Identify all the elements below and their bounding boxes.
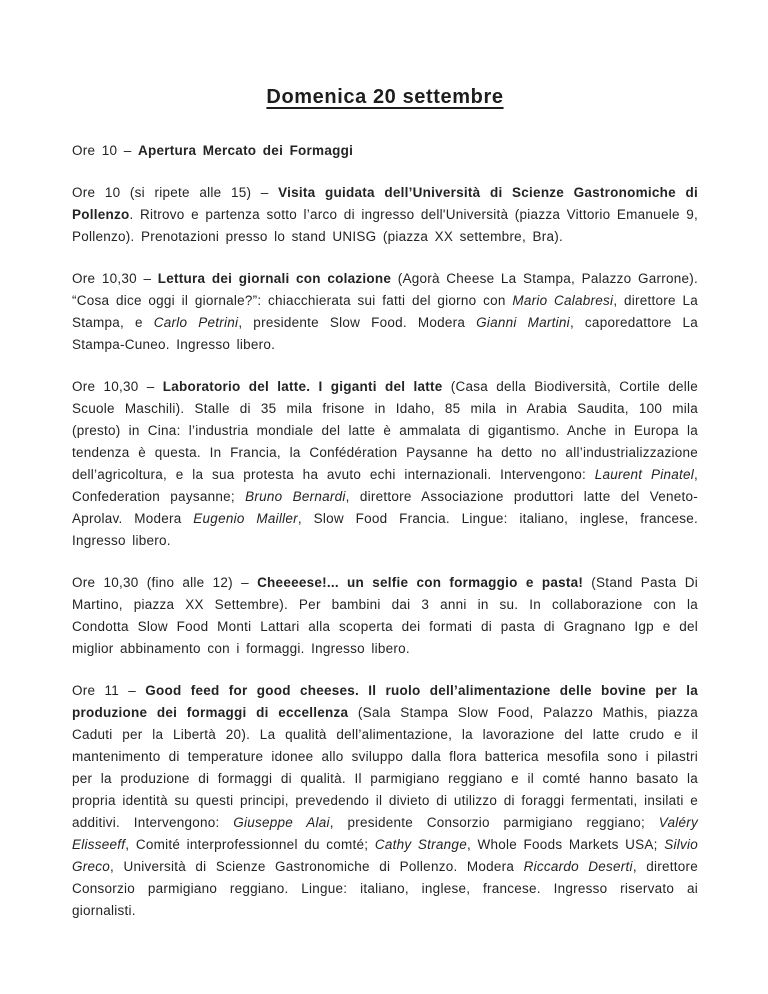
- text-segment: Riccardo Deserti: [523, 859, 633, 874]
- page-title: Domenica 20 settembre: [266, 86, 504, 108]
- text-segment: Apertura Mercato dei Formaggi: [138, 143, 354, 158]
- text-segment: , direttore La Stampa, e: [72, 293, 698, 330]
- text-segment: , Confederation paysanne;: [72, 467, 698, 504]
- paragraph-laboratorio-latte: [72, 376, 698, 552]
- paragraph-visita-unisg: [72, 182, 698, 248]
- text-segment: (Casa della Biodiversità, Cortile delle Scuole Maschili). Stalle di 35 mila frisone in Idaho, 85 mila in Arabia Saudita, 100 mila (presto) in Cina: l’industria mondiale del latte è ammalata di gigantismo. Anche in Europa la tendenza è questa. In Francia, la Confédération Paysanne ha detto no all’industrializzazione dell’agricoltura, e la sua protesta ha avuto echi internazionali. Intervengono:: [72, 379, 698, 482]
- text-segment: Mario Calabresi: [512, 293, 614, 308]
- text-segment: , Università di Scienze Gastronomiche di Pollenzo. Modera: [110, 859, 524, 874]
- text-segment: , direttore Associazione produttori latte del Veneto-Aprolav. Modera: [72, 489, 698, 526]
- text-segment: , direttore Consorzio parmigiano reggiano. Lingue: italiano, inglese, francese. Ingresso riservato ai giornalisti.: [72, 859, 699, 918]
- text-segment: , caporedattore La Stampa-Cuneo. Ingresso libero.: [72, 315, 699, 352]
- text-segment: Ore 10,30 –: [72, 379, 163, 394]
- text-segment: Ore 10 (si ripete alle 15) –: [72, 185, 279, 200]
- text-segment: Carlo Petrini: [153, 315, 239, 330]
- paragraph-cheeeese-selfie: [72, 572, 698, 660]
- text-segment: Good feed for good cheeses. Il ruolo dell’alimentazione delle bovine per la produzione dei formaggi di eccellenza: [72, 683, 699, 720]
- text-segment: Eugenio Mailler: [193, 511, 298, 526]
- text-segment: Ore 11 –: [72, 683, 146, 698]
- text-segment: Ore 10,30 (fino alle 12) –: [72, 575, 258, 590]
- text-segment: , Whole Foods Markets USA;: [466, 837, 665, 852]
- text-segment: Ore 10 –: [72, 143, 139, 158]
- text-segment: Lettura dei giornali con colazione: [157, 271, 392, 286]
- paragraph-apertura-mercato: [72, 140, 698, 162]
- text-segment: Silvio Greco: [72, 837, 698, 874]
- paragraph-good-feed: [72, 680, 698, 922]
- text-segment: Ore 10,30 –: [72, 271, 158, 286]
- text-segment: (Agorà Cheese La Stampa, Palazzo Garrone). “Cosa dice oggi il giornale?”: chiacchierata sui fatti del giorno con: [72, 271, 698, 308]
- text-segment: Giuseppe Alai: [233, 815, 330, 830]
- text-segment: Visita guidata dell’Università di Scienze Gastronomiche di Pollenzo: [72, 185, 699, 222]
- text-segment: Cathy Strange: [374, 837, 467, 852]
- text-segment: Valéry Elisseeff: [72, 815, 698, 852]
- text-segment: (Stand Pasta Di Martino, piazza XX Settembre). Per bambini dai 3 anni in su. In collaborazione con la Condotta Slow Food Monti Lattari alla scoperta dei formati di pasta di Gragnano Igp e del miglior abbinamento con i formaggi. Ingresso libero.: [72, 575, 699, 656]
- text-segment: , Comité interprofessionnel du comté;: [125, 837, 375, 852]
- text-segment: Cheeeese!... un selfie con formaggio e pasta!: [257, 575, 584, 590]
- paragraph-lettura-giornali: [72, 268, 698, 356]
- text-segment: , Slow Food Francia. Lingue: italiano, inglese, francese. Ingresso libero.: [72, 511, 698, 548]
- text-segment: (Sala Stampa Slow Food, Palazzo Mathis, piazza Caduti per la Libertà 20). La qualità dell’alimentazione, la lavorazione del latte crudo e il mantenimento di temperature idonee allo sviluppo dalla flora batterica mesofila sono i pilastri per la produzione di formaggi di qualità. Il parmigiano reggiano e il comté hanno basato la propria identità su questi principi, prevedendo il divieto di utilizzo di foraggi fermentati, insilati e additivi. Intervengono:: [72, 705, 698, 830]
- text-segment: , presidente Consorzio parmigiano reggiano;: [329, 815, 659, 830]
- text-segment: . Ritrovo e partenza sotto l’arco di ingresso dell'Università (piazza Vittorio Emanuele 9, Pollenzo). Prenotazioni presso lo stand UNISG (piazza XX settembre, Bra).: [72, 207, 698, 244]
- text-segment: , presidente Slow Food. Modera: [238, 315, 477, 330]
- text-segment: Laurent Pinatel: [594, 467, 694, 482]
- text-segment: Laboratorio del latte. I giganti del latte: [162, 379, 443, 394]
- text-segment: Gianni Martini: [476, 315, 570, 330]
- text-segment: Bruno Bernardi: [245, 489, 346, 504]
